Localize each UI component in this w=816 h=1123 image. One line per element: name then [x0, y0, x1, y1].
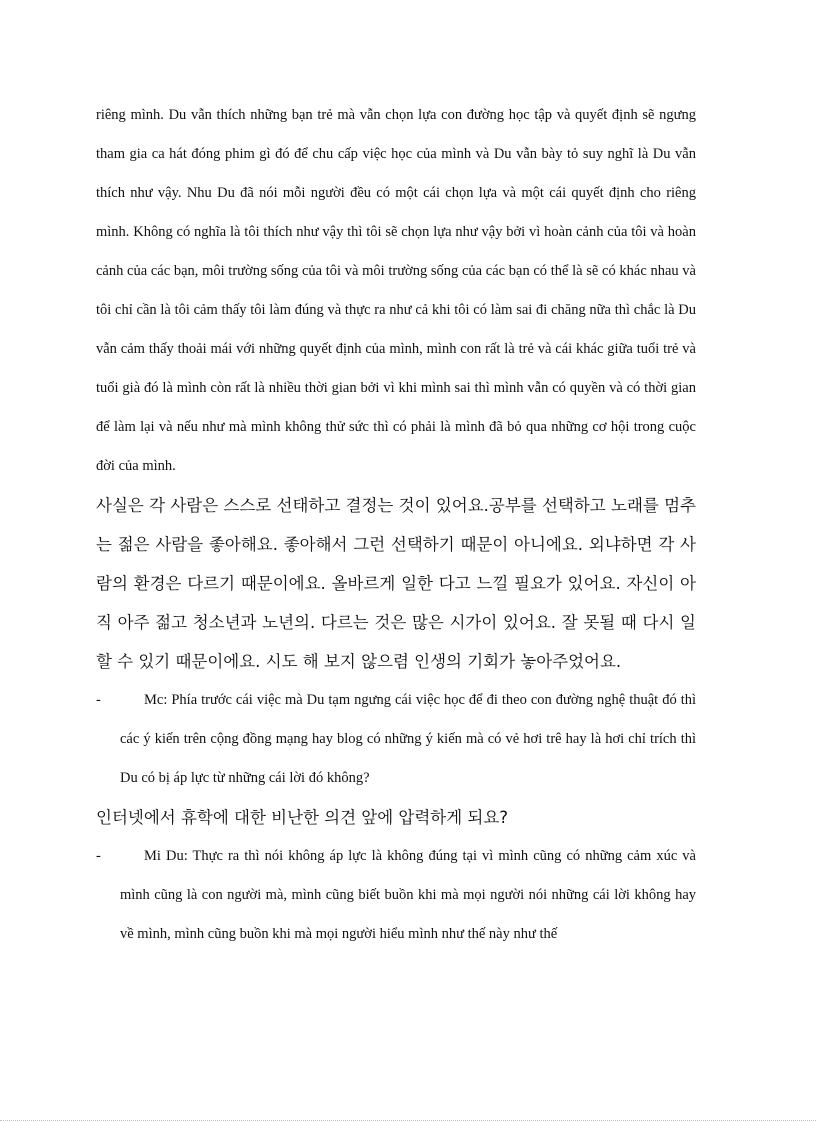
- dialogue-item-midu: [96, 837, 696, 954]
- dash-marker: -: [96, 848, 101, 864]
- dialogue-text-midu: Mi Du: Thực ra thì nói không áp lực là không đúng tại vì mình cũng có những cảm xúc và mình cũng là con người mà, mình cũng biết buồn khi mà mọi người nói những cái lời không hay về mình, mình cũng buồn khi mà mọi người hiểu mình như thế này như thế: [120, 848, 696, 942]
- paragraph-korean-2: 인터넷에서 휴학에 대한 비난한 의견 앞에 압력하게 되요?: [96, 808, 509, 827]
- dialogue-item-mc: [96, 681, 696, 798]
- paragraph-vietnamese-1: riêng mình. Du vẫn thích những bạn trẻ mà vẫn chọn lựa con đường học tập và quyết định sẽ ngưng tham gia ca hát đóng phim gì đó để chu cấp việc học của mình và Du vẫn bày tỏ suy nghĩ là Du vẫn thích như vậy. Nhu Du đã nói mỗi người đều có một cái chọn lựa và một cái quyết định cho riêng mình. Không có nghĩa là tôi thích như vậy thì tôi sẽ chọn lựa như vậy bởi vì hoàn cảnh của tôi và hoàn cảnh của các bạn, môi trường sống của tôi và môi trường sống của các bạn có thể là sẽ có khác nhau và tôi chỉ cần là tôi cảm thấy tôi làm đúng và thực ra như cả khi tôi có làm sai đi chăng nữa thì chắc là Du vẫn cảm thấy thoải mái với những quyết định của mình, mình con rất là trẻ và cái khác giữa tuổi trẻ và tuổi già đó là mình còn rất là nhiều thời gian bởi vì khi mình sai thì mình vẫn có quyền và có thời gian để làm lại và nếu như mà mình không thử sức thì có phải là mình đã bỏ qua những cơ hội trong cuộc đời của mình.: [96, 107, 696, 474]
- dialogue-text-mc: Mc: Phía trước cái việc mà Du tạm ngưng cái việc học để đi theo con đường nghệ thuật đó thì các ý kiến trên cộng đồng mạng hay blog có những ý kiến mà có vẻ hơi trê hay là hơi chỉ trích thì Du có bị áp lực từ những cái lời đó không?: [120, 692, 696, 786]
- page-bottom-border: [0, 1120, 816, 1121]
- document-body: [96, 96, 696, 954]
- paragraph-korean-1: 사실은 각 사람은 스스로 선태하고 결정는 것이 있어요.공부를 선택하고 노래를 멈추는 젊은 사람을 좋아해요. 좋아해서 그런 선택하기 때문이 아니에요. 외냐하면 각 사람의 환경은 다르기 때문이에요. 올바르게 일한 다고 느낄 필요가 있어요. 자신이 아직 아주 젊고 청소년과 노년의. 다르는 것은 많은 시가이 있어요. 잘 못될 때 다시 일할 수 있기 때문이에요. 시도 해 보지 않으렴 인생의 기회가 놓아주었어요.: [96, 496, 696, 671]
- dash-marker: -: [96, 692, 101, 708]
